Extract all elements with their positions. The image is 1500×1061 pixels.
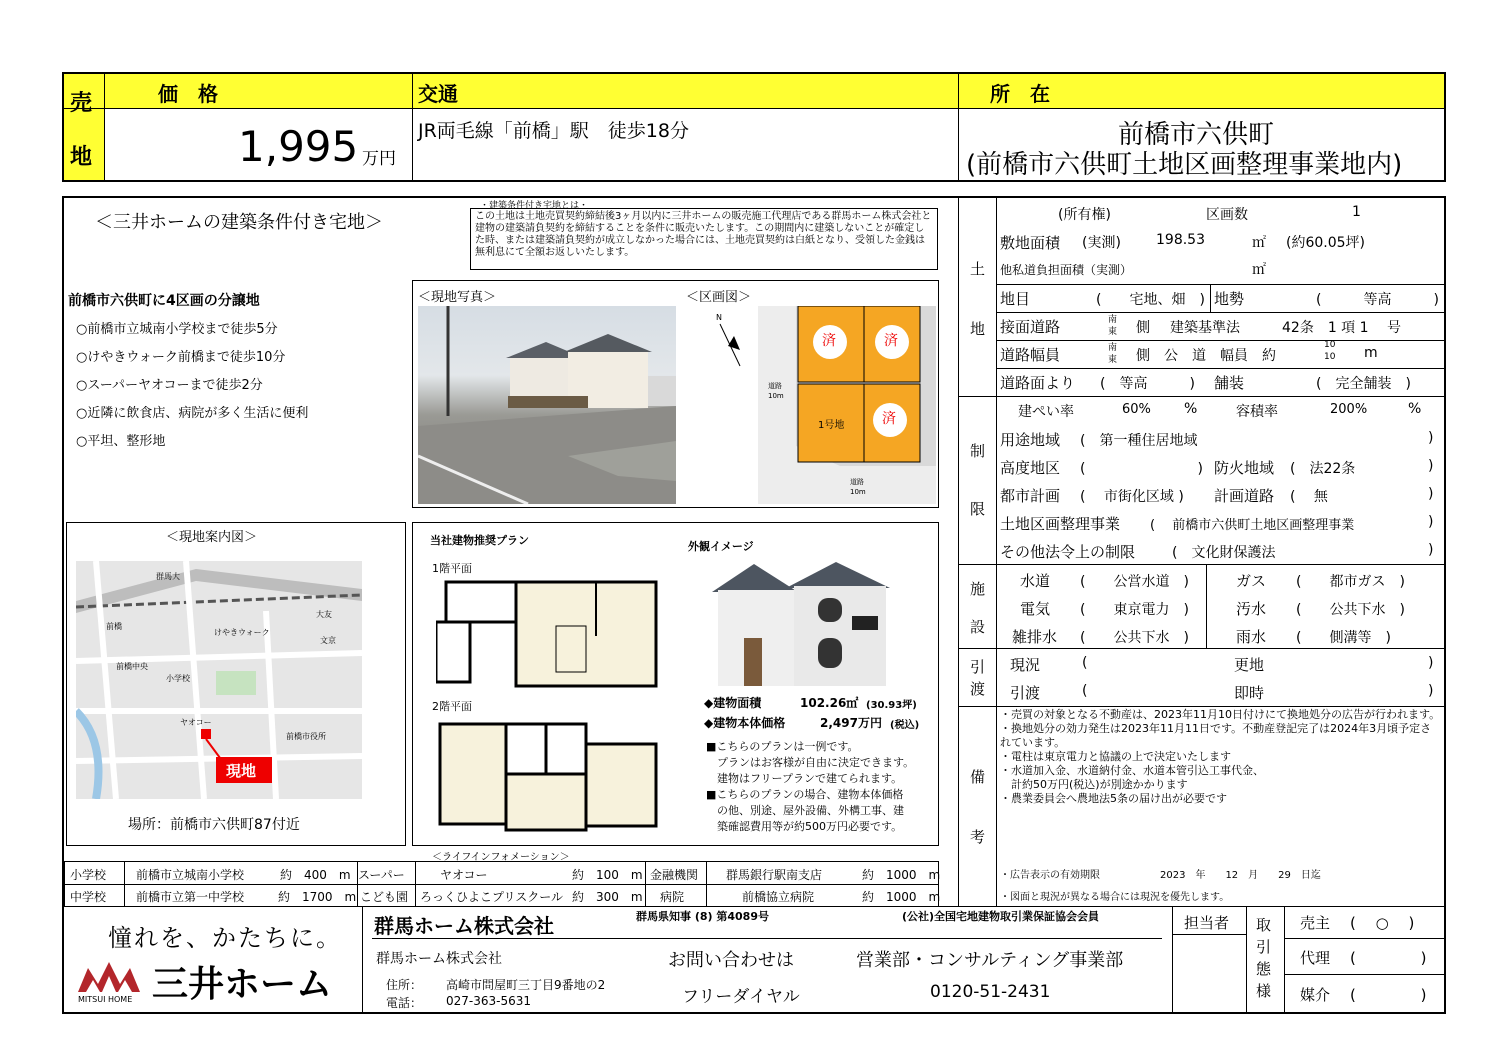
height-value: ( ) xyxy=(1080,461,1203,477)
private-road-label: 他私道負担面積（実測） xyxy=(1000,263,1133,277)
map-place-1: 群馬大 xyxy=(156,572,180,581)
remarks-section-1: 備 xyxy=(970,768,986,786)
exterior-label: 外観イメージ xyxy=(688,540,754,553)
condition-value: 更地 xyxy=(1234,656,1265,674)
staff-label: 担当者 xyxy=(1184,914,1230,932)
area-value: 102.26㎡ xyxy=(800,696,859,710)
license: 群馬県知事 (8) 第4089号 xyxy=(636,910,769,923)
li-k-1-1: こども園 xyxy=(360,890,409,904)
deal-k-2: 媒介 xyxy=(1300,986,1331,1004)
height-label: 高度地区 xyxy=(1000,459,1061,477)
city-value: ( 市街化区域 ) xyxy=(1080,489,1184,505)
floor1-label: 1階平面 xyxy=(432,562,472,575)
remarks-lines xyxy=(1000,708,1442,806)
land-adj-value: ( 前橋市六供町土地区画整理事業 xyxy=(1150,518,1355,533)
paren-close-2: ) xyxy=(1428,683,1434,699)
road-dir1: 南 xyxy=(1108,315,1118,325)
transport-label: 交通 xyxy=(418,82,458,106)
city-label: 都市計画 xyxy=(1000,487,1061,505)
li-d-1-0: 約 1700 m xyxy=(278,890,357,904)
location-line1: 前橋市六供町 xyxy=(1118,120,1275,150)
li-d-0-1: 約 100 m xyxy=(572,868,643,882)
map-place-5: 前橋中央 xyxy=(116,662,148,671)
paving-value: ( 完全舗装 ) xyxy=(1316,376,1411,392)
deal-v-2: ( ) xyxy=(1350,986,1427,1004)
header-yellow-band xyxy=(105,74,1444,108)
mitsui-logo-icon xyxy=(78,958,140,992)
li-n-0-0: 前橋市立城南小学校 xyxy=(136,868,245,882)
road-law: 建築基準法 xyxy=(1170,320,1240,336)
land-adj-close: ) xyxy=(1428,514,1434,530)
road-side: 側 xyxy=(1136,320,1150,336)
exterior-image xyxy=(706,558,896,686)
li-n-0-1: ヤオコー xyxy=(440,868,488,882)
freedial-label: フリーダイヤル xyxy=(682,987,800,1007)
location-label: 所 在 xyxy=(990,82,1050,106)
plan-note-2: プランはお客様が自由に決定できます。 xyxy=(706,756,915,769)
sale-type-1: 売 xyxy=(70,91,93,116)
company-name: 群馬ホーム株式会社 xyxy=(374,914,554,938)
li-d-0-0: 約 400 m xyxy=(280,868,351,882)
li-d-1-1: 約 300 m xyxy=(572,890,643,904)
map-place-4: けやきウォーク xyxy=(214,628,270,637)
far-value: 200% xyxy=(1330,402,1368,417)
promo-headline: 前橋市六供町に4区画の分譲地 xyxy=(68,293,260,309)
condition-label: 現況 xyxy=(1010,656,1041,674)
handover-label: 引渡 xyxy=(1010,684,1041,702)
plan-note-3: 建物はフリープランで建てられます。 xyxy=(706,772,903,785)
promo-point-3: ○スーパーヤオコーまで徒歩2分 xyxy=(76,378,263,393)
floor2-plan xyxy=(436,716,660,834)
association: (公社)全国宅地建物取引業保証協会会員 xyxy=(902,910,1100,923)
plan-note-4: ■こちらのプランの場合、建物本体価格 xyxy=(706,788,904,801)
coverage-value: 60% xyxy=(1122,402,1151,417)
sale-type-2: 地 xyxy=(70,145,93,170)
plan-road-label: 計画道路 xyxy=(1214,487,1275,505)
transport-value: JR両毛線「前橋」駅 徒歩18分 xyxy=(418,120,689,142)
fac-v-3: ( 公共下水 ) xyxy=(1296,602,1405,618)
fac-k-1: ガス xyxy=(1236,572,1267,590)
valid-label: ・広告表示の有効期限 xyxy=(1000,870,1100,881)
paren-open-1: ( xyxy=(1082,655,1088,671)
use-value: ( 第一種住居地域 xyxy=(1080,433,1198,449)
note-body: この土地は土地売買契約締結後3ヶ月以内に三井ホームの販売施工代理店である群馬ホーム株式会社と建物の建築請負契約を締結することを条件に販売いたします。この期間内に建築しないことが確定した時、または建築請負契約が成立しなかった場合には、土地売買契約は白紙となり、受領した金銭は無利息にて全額お返しいたします。 xyxy=(470,208,938,270)
limits-section-1: 制 xyxy=(970,442,986,460)
width-unit: m xyxy=(1364,345,1378,361)
land-section-1: 土 xyxy=(970,260,986,278)
coverage-unit: % xyxy=(1184,401,1198,417)
handover-section-2: 渡 xyxy=(970,680,986,698)
fac-v-2: ( 東京電力 ) xyxy=(1080,602,1189,618)
brand: 三井ホーム xyxy=(152,964,333,1005)
area-measure: (実測) xyxy=(1082,235,1121,251)
fac-v-1: ( 都市ガス ) xyxy=(1296,574,1405,590)
other-close: ) xyxy=(1428,542,1434,558)
use-close: ) xyxy=(1428,430,1434,446)
plot-road1: 道路 xyxy=(768,382,782,390)
facilities-section-1: 施 xyxy=(970,580,986,598)
map-place-3: 大友 xyxy=(316,610,332,619)
site-photo xyxy=(418,306,676,504)
floor1-plan xyxy=(436,576,660,692)
paving-label: 舗装 xyxy=(1214,374,1245,392)
li-k-0-1: スーパー xyxy=(358,868,405,882)
plot-map xyxy=(690,306,936,504)
coverage-label: 建ぺい率 xyxy=(1018,404,1074,420)
plan-title: 当社建物推奨プラン xyxy=(430,534,529,547)
far-label: 容積率 xyxy=(1236,404,1278,420)
width-label: 道路幅員 xyxy=(1000,346,1061,364)
note-title: ・建築条件付き宅地とは・ xyxy=(480,201,589,211)
map-place-7: ヤオコー xyxy=(180,718,212,727)
building-price-tax: (税込) xyxy=(890,720,920,731)
li-n-1-0: 前橋市立第一中学校 xyxy=(136,890,245,904)
li-k-1-2: 病院 xyxy=(660,890,685,904)
deal-v-1: ( ) xyxy=(1350,949,1427,967)
fac-k-0: 水道 xyxy=(1020,572,1051,590)
plan-note-1: ■こちらのプランは一例です。 xyxy=(706,740,859,753)
fac-v-5: ( 側溝等 ) xyxy=(1296,630,1391,646)
remark-5: 計約50万円(税込)が別途かかります xyxy=(1000,778,1188,791)
tel: 027-363-5631 xyxy=(446,994,532,1008)
map-place-6: 文京 xyxy=(320,636,336,645)
map-place-9: 前橋市役所 xyxy=(286,732,326,741)
promo-point-5: ○平坦、整形地 xyxy=(76,434,166,449)
land-area-tsubo: (約60.05坪) xyxy=(1286,235,1366,251)
remark-1: ・売買の対象となる不動産は、2023年11月10日付けにて換地処分の広告が行われます。 xyxy=(1000,708,1441,721)
land-adj-label: 土地区画整理事業 xyxy=(1000,515,1121,533)
location-line2: (前橋市六供町土地区画整理事業地内) xyxy=(966,150,1403,180)
width-kind: 公 道 幅員 約 xyxy=(1164,348,1276,364)
lifeinfo-title: ＜ライフインフォメーション＞ xyxy=(432,852,570,863)
chimoku-label: 地目 xyxy=(1000,290,1031,308)
level-value: ( 等高 ) xyxy=(1100,376,1195,392)
deal-k-1: 代理 xyxy=(1300,949,1331,967)
photo-label: ＜現地写真＞ xyxy=(418,290,497,305)
svg-text:10m: 10m xyxy=(768,392,784,400)
area-tsubo: (30.93坪) xyxy=(866,700,917,711)
fac-v-4: ( 公共下水 ) xyxy=(1080,630,1189,646)
fire-label: 防火地域 xyxy=(1214,459,1275,477)
handover-value: 即時 xyxy=(1234,684,1265,702)
price-unit: 万円 xyxy=(362,149,396,169)
promo-point-1: ○前橋市立城南小学校まで徒歩5分 xyxy=(76,322,278,337)
floor2-label: 2階平面 xyxy=(432,700,472,713)
promo-point-4: ○近隣に飲食店、病院が多く生活に便利 xyxy=(76,406,309,421)
fac-k-4: 雑排水 xyxy=(1012,628,1058,646)
contact-label: お問い合わせは xyxy=(668,950,794,971)
plot-label: ＜区画図＞ xyxy=(686,290,752,305)
plan-road-value: ( 無 xyxy=(1290,489,1328,505)
deal-k-0: 売主 xyxy=(1300,914,1331,932)
building-price-label: ◆建物本体価格 xyxy=(704,716,786,730)
slogan: 憧れを、かたちに。 xyxy=(108,924,342,952)
li-d-0-2: 約 1000 m xyxy=(862,868,941,882)
lot-label: 1号地 xyxy=(818,420,845,431)
land-area-value: 198.53 xyxy=(1156,232,1205,248)
brand-en: MITSUI HOME xyxy=(78,995,133,1004)
handover-section-1: 引 xyxy=(970,658,986,676)
chisei-label: 地勢 xyxy=(1214,290,1245,308)
li-k-0-2: 金融機関 xyxy=(650,868,699,882)
address-label: 住所： xyxy=(386,978,423,992)
li-d-1-2: 約 1000 m xyxy=(862,890,941,904)
sold-mark-1: 済 xyxy=(822,333,836,349)
chimoku-value: ( 宅地、畑 ) xyxy=(1096,292,1205,308)
li-n-0-2: 群馬銀行駅南支店 xyxy=(726,868,823,882)
ownership: (所有権) xyxy=(1058,207,1111,223)
remark-3: ・電柱は東京電力と協議の上で決定いたします xyxy=(1000,750,1231,763)
road-article: 42条 1 項 1 号 xyxy=(1282,320,1401,336)
area-map xyxy=(76,561,362,799)
remark-2: ・換地処分の効力発生は2023年11月11日です。不動産登記完了は2024年3月頃予定されています。 xyxy=(1000,722,1432,749)
company-name-2: 群馬ホーム株式会社 xyxy=(376,951,502,967)
freedial: 0120-51-2431 xyxy=(930,982,1051,1002)
road-dir2-b: 東 xyxy=(1108,355,1118,365)
paren-open-2: ( xyxy=(1082,683,1088,699)
svg-text:10m: 10m xyxy=(850,488,866,496)
remarks-note: ・図面と現況が異なる場合には現況を優先します。 xyxy=(1000,892,1230,903)
li-n-1-1: ろっくひよこプリスクール xyxy=(420,890,564,904)
remark-6: ・農業委員会へ農地法5条の届け出が必要です xyxy=(1000,792,1227,805)
lots-value: 1 xyxy=(1352,204,1361,220)
width-v1: 10 xyxy=(1324,340,1336,350)
use-label: 用途地域 xyxy=(1000,431,1061,449)
deal-label: 取引態様 xyxy=(1256,916,1272,1000)
svg-text:道路: 道路 xyxy=(850,478,864,486)
map-marker: 現地 xyxy=(226,762,257,780)
li-k-1-0: 中学校 xyxy=(70,890,107,904)
limits-section-2: 限 xyxy=(970,500,986,518)
plan-note-5: の他、別途、屋外設備、外構工事、建 xyxy=(706,804,904,817)
far-unit: % xyxy=(1408,401,1422,417)
facilities-section-2: 設 xyxy=(970,618,986,636)
other-label: その他法令上の制限 xyxy=(1000,543,1136,561)
tel-label: 電話： xyxy=(386,996,423,1010)
remarks-section-2: 考 xyxy=(970,828,986,846)
area-label-land: 敷地面積 xyxy=(1000,234,1061,252)
map-address: 場所：前橋市六供町87付近 xyxy=(128,817,300,833)
other-value: ( 文化財保護法 xyxy=(1172,545,1276,561)
fac-v-0: ( 公営水道 ) xyxy=(1080,574,1189,590)
road-label: 接面道路 xyxy=(1000,318,1061,336)
svg-text:N: N xyxy=(716,313,722,322)
remark-4: ・水道加入金、水道納付金、水道本管引込工事代金、 xyxy=(1000,764,1264,777)
price-value: 1,995 xyxy=(238,122,359,171)
building-price-value: 2,497万円 xyxy=(820,716,882,730)
fac-k-3: 汚水 xyxy=(1236,600,1267,618)
map-place-8: 小学校 xyxy=(166,674,190,683)
land-section-2: 地 xyxy=(970,320,986,338)
valid-value: 2023 年 12 月 29 日迄 xyxy=(1160,870,1321,881)
sold-mark-3: 済 xyxy=(882,411,896,427)
road-dir2: 東 xyxy=(1108,327,1118,337)
promo-title: ＜三井ホームの建築条件付き宅地＞ xyxy=(95,212,383,233)
road-side-b: 側 xyxy=(1136,348,1150,364)
plan-note-6: 築確認費用等が約500万円必要です。 xyxy=(706,820,903,833)
sold-mark-2: 済 xyxy=(884,333,898,349)
chisei-value: ( 等高 ) xyxy=(1316,292,1439,308)
level-label: 道路面より xyxy=(1000,374,1076,392)
fac-k-2: 電気 xyxy=(1020,600,1051,618)
road-dir1-b: 南 xyxy=(1108,343,1118,353)
paren-close-1: ) xyxy=(1428,655,1434,671)
address: 高崎市問屋町三丁目9番地の2 xyxy=(446,978,606,992)
li-n-1-2: 前橋協立病院 xyxy=(742,890,815,904)
price-label: 価 格 xyxy=(158,82,218,106)
fac-k-5: 雨水 xyxy=(1236,628,1267,646)
lots-label: 区画数 xyxy=(1206,207,1248,223)
private-road-unit: ㎡ xyxy=(1252,262,1266,278)
plan-road-close: ) xyxy=(1428,486,1434,502)
map-place-2: 前橋 xyxy=(106,622,122,631)
area-label: ◆建物面積 xyxy=(704,696,762,710)
promo-point-2: ○けやきウォーク前橋まで徒歩10分 xyxy=(76,350,286,365)
fire-close: ) xyxy=(1428,458,1434,474)
li-k-0-0: 小学校 xyxy=(70,868,107,882)
width-v2: 10 xyxy=(1324,352,1336,362)
land-area-unit: ㎡ xyxy=(1252,235,1266,251)
map-label: ＜現地案内図＞ xyxy=(166,530,258,545)
fire-value: ( 法22条 xyxy=(1290,461,1356,477)
department: 営業部・コンサルティング事業部 xyxy=(856,950,1124,971)
deal-v-0: ( ○ ) xyxy=(1350,914,1415,932)
